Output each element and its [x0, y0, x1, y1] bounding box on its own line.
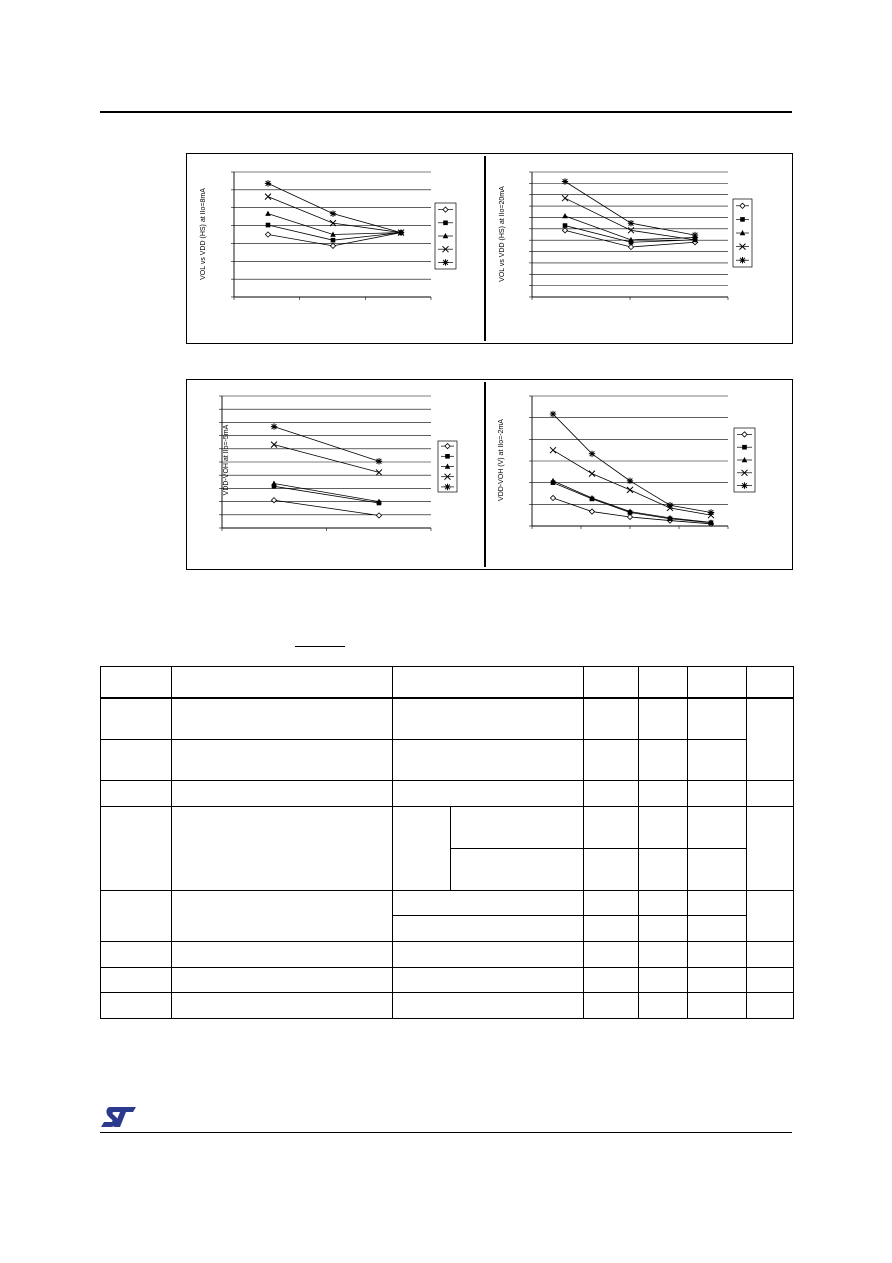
table-cell — [688, 941, 747, 967]
table-row — [101, 781, 794, 807]
table-cell — [393, 698, 584, 740]
table-cell — [747, 698, 794, 781]
data-point — [562, 178, 568, 184]
table-row — [101, 967, 794, 992]
data-point — [550, 495, 555, 500]
data-point — [627, 514, 632, 519]
y-axis-label: VDD-VOH at IIo=-5mA — [223, 424, 230, 496]
table-cell — [688, 992, 747, 1018]
series-line — [274, 500, 379, 515]
series-line — [565, 216, 695, 240]
legend-marker — [741, 482, 747, 488]
chart-panel-bottom — [186, 379, 793, 570]
table-cell — [584, 781, 639, 807]
data-point — [376, 469, 382, 475]
data-point — [708, 509, 714, 515]
st-logo-icon — [100, 1105, 138, 1129]
table-cell — [393, 667, 584, 698]
table-cell — [688, 967, 747, 992]
chart-top-svg — [187, 154, 792, 343]
table-cell — [393, 807, 451, 890]
chart-top-left — [200, 172, 456, 300]
legend-marker — [444, 484, 450, 490]
legend-marker — [739, 257, 745, 263]
data-point — [265, 211, 271, 216]
table-cell — [584, 992, 639, 1018]
table-cell — [747, 941, 794, 967]
table-cell — [172, 740, 393, 781]
table-cell — [639, 849, 688, 890]
data-point — [627, 487, 633, 493]
y-axis-label: VDD-VOH (V) at IIo=-2mA — [498, 419, 505, 501]
table-cell — [688, 667, 747, 698]
data-point — [562, 195, 568, 201]
chart-top-right — [499, 172, 752, 300]
data-point — [271, 442, 277, 448]
table-cell — [393, 941, 584, 967]
table-cell — [172, 890, 393, 941]
data-point — [563, 223, 568, 228]
table-cell — [172, 698, 393, 740]
table-cell — [584, 915, 639, 941]
table-cell — [101, 781, 172, 807]
table-cell — [584, 967, 639, 992]
table-cell — [639, 941, 688, 967]
table-cell — [451, 807, 584, 849]
data-point — [266, 223, 271, 228]
table-cell — [172, 667, 393, 698]
table-cell — [639, 740, 688, 781]
table-cell — [101, 698, 172, 740]
legend-marker — [445, 454, 450, 459]
table-cell — [393, 890, 584, 915]
table-cell — [639, 698, 688, 740]
table-cell — [688, 915, 747, 941]
table-cell — [688, 807, 747, 849]
table-cell — [101, 992, 172, 1018]
table-cell — [584, 740, 639, 781]
table-cell — [584, 807, 639, 849]
table-cell — [747, 667, 794, 698]
table-cell — [451, 849, 584, 890]
legend-marker — [742, 445, 747, 450]
table-cell — [101, 740, 172, 781]
table-row — [101, 941, 794, 967]
data-point — [271, 423, 277, 429]
data-point — [589, 509, 594, 514]
series-line — [565, 198, 695, 240]
y-axis-label: VOL vs VDD (HS) at IIo=20mA — [499, 186, 506, 282]
series-line — [274, 484, 379, 502]
st-logo-shape — [101, 1107, 136, 1127]
data-point — [271, 481, 277, 486]
data-point — [692, 232, 698, 238]
data-point — [562, 228, 567, 233]
table-row — [101, 992, 794, 1018]
table-cell — [747, 992, 794, 1018]
table-cell — [688, 849, 747, 890]
table-cell — [101, 807, 172, 890]
table-cell — [101, 667, 172, 698]
table-row — [101, 890, 794, 915]
table-cell — [688, 890, 747, 915]
table-cell — [747, 890, 794, 941]
table-cell — [393, 781, 584, 807]
table-cell — [639, 967, 688, 992]
table-cell — [747, 807, 794, 890]
data-point — [550, 447, 556, 453]
overline-mark — [295, 646, 345, 647]
table-cell — [393, 992, 584, 1018]
data-point — [627, 478, 633, 484]
table-cell — [393, 740, 584, 781]
chart-panel-top — [186, 153, 793, 344]
table-cell — [639, 915, 688, 941]
table-cell — [747, 967, 794, 992]
table-cell — [172, 992, 393, 1018]
table-cell — [584, 941, 639, 967]
data-point — [398, 229, 404, 235]
chart-bottom-left — [219, 396, 457, 531]
data-point — [550, 411, 556, 417]
table-cell — [172, 967, 393, 992]
data-point — [376, 458, 382, 464]
data-point — [667, 502, 673, 508]
data-point — [589, 471, 595, 477]
y-axis-label: VOL vs VDD (HS) at IIo=8mA — [200, 188, 207, 280]
table-cell — [639, 992, 688, 1018]
table-cell — [639, 890, 688, 915]
footer-rule — [100, 1132, 792, 1133]
spec-table — [100, 666, 794, 1019]
data-point — [628, 220, 634, 226]
data-point — [265, 232, 270, 237]
table-header-row — [101, 667, 794, 698]
table-cell — [101, 890, 172, 941]
data-point — [330, 243, 335, 248]
table-row — [101, 740, 794, 781]
table-row — [101, 807, 794, 849]
table-cell — [688, 740, 747, 781]
table-cell — [393, 915, 584, 941]
data-point — [376, 513, 381, 518]
chart-bottom-svg — [187, 380, 792, 569]
table-cell — [639, 667, 688, 698]
legend-marker — [442, 259, 448, 265]
table-cell — [393, 967, 584, 992]
table-cell — [101, 967, 172, 992]
series-line — [274, 427, 379, 462]
table-cell — [584, 890, 639, 915]
chart-bottom-right — [498, 396, 755, 529]
table-cell — [172, 941, 393, 967]
table-cell — [688, 698, 747, 740]
data-point — [265, 194, 271, 200]
series-line — [565, 182, 695, 236]
data-point — [628, 244, 633, 249]
table-cell — [584, 698, 639, 740]
table-cell — [747, 781, 794, 807]
table-cell — [639, 807, 688, 849]
data-point — [331, 238, 336, 243]
legend-marker — [443, 221, 448, 226]
series-line — [274, 486, 379, 503]
series-line — [553, 414, 711, 512]
table-cell — [688, 781, 747, 807]
table-cell — [584, 849, 639, 890]
header-rule — [100, 111, 792, 113]
legend-marker — [740, 217, 745, 222]
data-point — [265, 180, 271, 186]
data-point — [562, 213, 568, 218]
table-row — [101, 698, 794, 740]
table-cell — [172, 781, 393, 807]
table-cell — [172, 807, 393, 890]
data-point — [271, 498, 276, 503]
table-cell — [584, 667, 639, 698]
table-cell — [639, 781, 688, 807]
data-point — [589, 451, 595, 457]
data-point — [330, 210, 336, 216]
table-cell — [101, 941, 172, 967]
